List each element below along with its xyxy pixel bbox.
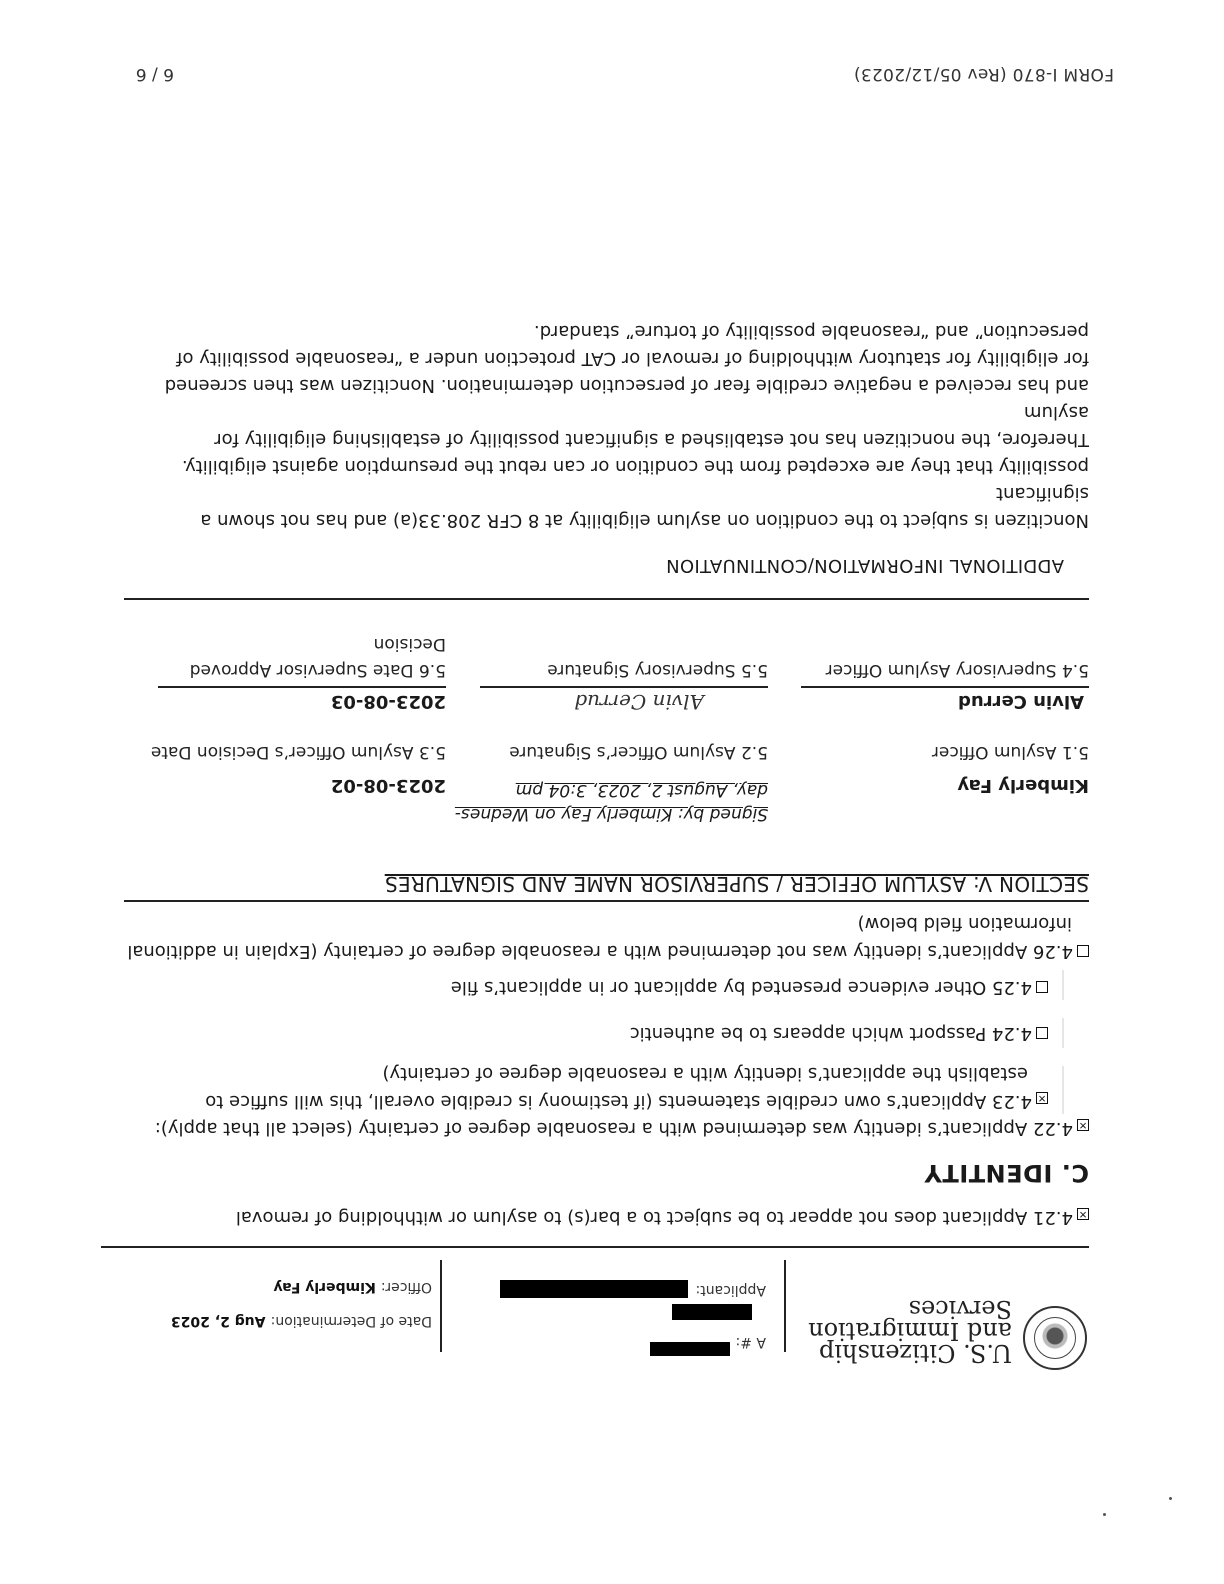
checked-box-icon[interactable] bbox=[1077, 1208, 1089, 1220]
header-divider-2 bbox=[441, 1260, 443, 1352]
officer-field bbox=[273, 1279, 432, 1298]
item-4-21-text: 4.21 Applicant does not appear to be subject to a bar(s) to asylum or withholding of removal bbox=[235, 1207, 1073, 1228]
empty-box-icon[interactable] bbox=[1077, 945, 1089, 957]
indent-bar bbox=[1062, 1066, 1064, 1114]
additional-rule bbox=[124, 598, 1089, 600]
supervisor-caption: 5.4 Supervisory Asylum Officer bbox=[825, 660, 1089, 680]
officer-label: Officer: bbox=[380, 1279, 432, 1295]
indent-bar bbox=[1062, 1018, 1064, 1048]
item-4-23-text-2: establish the applicant’s identity with a reasonable degree of certainty) bbox=[382, 1063, 1028, 1084]
indent-bar bbox=[1062, 970, 1064, 1000]
item-4-23 bbox=[205, 1088, 1048, 1114]
checked-box-icon[interactable] bbox=[1036, 1092, 1048, 1104]
scan-speck bbox=[1169, 1497, 1172, 1500]
empty-box-icon[interactable] bbox=[1036, 981, 1048, 993]
section-rule bbox=[124, 900, 1089, 902]
item-4-21 bbox=[236, 1204, 1089, 1230]
empty-box-icon[interactable] bbox=[1036, 1027, 1048, 1039]
scan-speck bbox=[1103, 1513, 1106, 1516]
item-4-22 bbox=[155, 1115, 1089, 1141]
supervisor-signature: Alvin Cerrud bbox=[574, 690, 704, 714]
dhs-seal-icon bbox=[1023, 1306, 1087, 1370]
supervisor-approval-rule bbox=[158, 687, 446, 689]
supervisor-name: Alvin Cerrud bbox=[958, 691, 1084, 712]
determination-date-value: Aug 2, 2023 bbox=[170, 1313, 266, 1329]
officer-signature-line-2: day, August 2, 2023, 3:04 pm bbox=[515, 780, 768, 800]
item-4-24-text: 4.24 Passport which appears to be authentic bbox=[629, 1023, 1032, 1044]
item-4-23-text-1: 4.23 Applicant’s own credible statements (if testimony is credible overall, this will suffice to bbox=[205, 1091, 1032, 1112]
applicant-label: Applicant: bbox=[695, 1282, 766, 1298]
determination-date bbox=[171, 1313, 432, 1332]
agency-line-3: Services bbox=[908, 1295, 1012, 1323]
officer-decision-date-caption: 5.3 Asylum Officer’s Decision Date bbox=[150, 742, 446, 762]
officer-signature-caption: 5.2 Asylum Officer’s Signature bbox=[509, 742, 768, 762]
additional-line-3: Therefore, the noncitizen has not established a significant possibility of establishing eligibility for asylum bbox=[214, 402, 1089, 450]
supervisor-approval-caption-2: Decision bbox=[373, 634, 446, 654]
agency-line-1: U.S. Citizenship bbox=[819, 1339, 1012, 1367]
additional-line-6: persecution” and “reasonable possibility of torture” standard. bbox=[533, 321, 1089, 342]
item-4-22-text: 4.22 Applicant’s identity was determined with a reasonable degree of certainty (select all that apply): bbox=[154, 1118, 1073, 1139]
form-id: FORM I-870 (Rev 05/12/2023) bbox=[853, 64, 1114, 84]
item-4-26 bbox=[127, 938, 1089, 964]
supervisor-approval-date: 2023-08-03 bbox=[330, 691, 446, 712]
officer-signature-line-1: Signed by: Kimberly Fay on Wednes- bbox=[454, 804, 768, 824]
a-number-redaction bbox=[650, 1342, 730, 1356]
additional-text bbox=[149, 318, 1089, 534]
officer-name: Kimberly Fay bbox=[957, 775, 1089, 796]
additional-line-4: and has received a negative credible fear of persecution determination. Noncitizen was then screened bbox=[164, 375, 1089, 396]
additional-line-1: Noncitizen is subject to the condition on asylum eligibility at 8 CFR 208.33(a) and has not shown a significant bbox=[200, 483, 1089, 531]
officer-caption: 5.1 Asylum Officer bbox=[931, 742, 1089, 762]
item-4-26-text-2: information field below) bbox=[857, 913, 1072, 934]
section-v-title: SECTION V: ASYLUM OFFICER / SUPERVISOR NAME AND SIGNATURES bbox=[384, 872, 1089, 896]
supervisor-signature-caption: 5.5 Supervisory Signature bbox=[547, 660, 768, 680]
identity-heading: C. IDENTITY bbox=[924, 1159, 1089, 1187]
supervisor-signature-rule bbox=[480, 687, 768, 689]
officer-value: Kimberly Fay bbox=[273, 1279, 376, 1295]
checked-box-icon[interactable] bbox=[1077, 1119, 1089, 1131]
additional-line-5: for eligibility for statutory withholding of removal or CAT protection under a “reasonable possibility of bbox=[176, 348, 1089, 369]
additional-heading: ADDITIONAL INFORMATION/CONTINUATION bbox=[665, 555, 1064, 576]
header-divider bbox=[785, 1260, 787, 1352]
determination-date-label: Date of Determination: bbox=[270, 1313, 432, 1329]
item-4-24 bbox=[630, 1020, 1048, 1046]
redaction-bar bbox=[672, 1304, 752, 1320]
page-number: 6 / 6 bbox=[135, 64, 174, 84]
header-rule bbox=[101, 1246, 1089, 1248]
applicant-name-redaction bbox=[500, 1280, 688, 1298]
officer-decision-date: 2023-08-02 bbox=[330, 775, 446, 796]
supervisor-name-rule bbox=[801, 687, 1089, 689]
supervisor-approval-caption-1: 5.6 Date Supervisor Approved bbox=[189, 660, 446, 680]
a-number-label: A #: bbox=[735, 1334, 766, 1350]
item-4-25 bbox=[451, 974, 1048, 1000]
item-4-25-text: 4.25 Other evidence presented by applicant or in applicant’s file bbox=[450, 977, 1032, 998]
additional-line-2: possibility that they are excepted from the condition or can rebut the presumption against eligibility. bbox=[181, 456, 1089, 477]
item-4-26-text-1: 4.26 Applicant’s identity was not determined with a reasonable degree of certainty (Explain in additional bbox=[127, 941, 1073, 962]
agency-name bbox=[782, 1295, 1012, 1367]
agency-line-2: and Immigration bbox=[808, 1317, 1012, 1345]
